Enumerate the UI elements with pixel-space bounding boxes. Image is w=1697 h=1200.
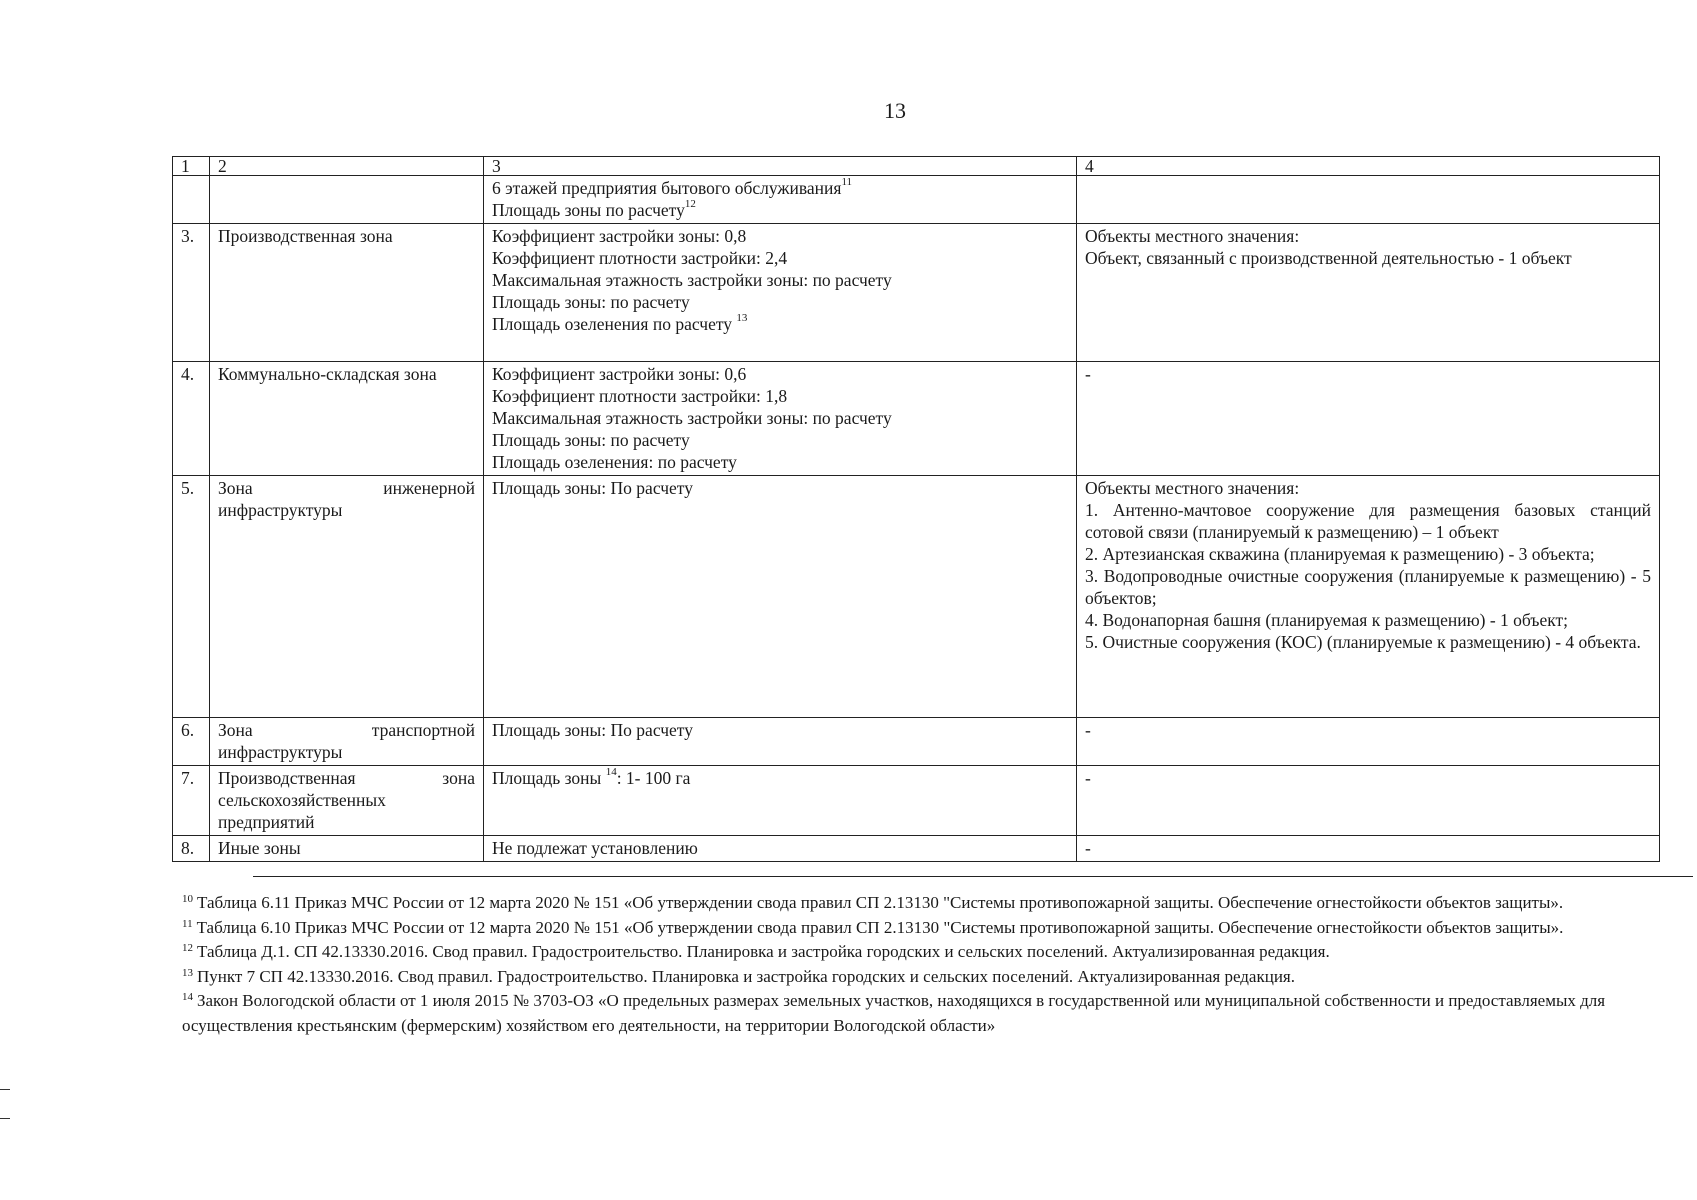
object-item: 3. Водопроводные очистные сооружения (планируемые к размещению) - 5 объектов; — [1085, 566, 1651, 608]
table-row — [173, 836, 1660, 862]
footnote — [182, 990, 1652, 1037]
param-line: Площадь зоны $^{14}$: 1- 100 га — [492, 766, 691, 788]
footnote-number: 12 — [182, 942, 193, 954]
row-number — [173, 176, 210, 224]
footnote-text: Закон Вологодской области от 1 июля 2015 № 3703-ОЗ «О предельных размерах земельных участков, находящихся в государственной или муниципальной собственности и предоставляемых для осуществления крестьянским (фермерским) хозяйством его деятельности, на территории Вологодской области» — [182, 991, 1606, 1035]
margin-mark — [0, 1118, 10, 1119]
param-line: Коэффициент застройки зоны: 0,6 — [492, 364, 747, 384]
header-cell-3: 3 — [484, 157, 1077, 176]
footnote-ref: 14 — [605, 766, 617, 779]
footnote-number: 13 — [182, 966, 193, 979]
object-item: - — [1085, 838, 1091, 858]
zone-objects — [1077, 176, 1660, 224]
zone-name: Иные зоны — [210, 836, 484, 862]
zone-params — [484, 176, 1077, 224]
param-line: Максимальная этажность застройки зоны: по расчету — [492, 270, 892, 290]
zone-name: Производственная зона сельскохозяйственных предприятий — [210, 766, 484, 836]
zone-name: Производственная зона — [210, 224, 484, 362]
zone-params — [484, 836, 1077, 862]
table-row — [173, 766, 1660, 836]
footnote-divider — [253, 876, 1693, 877]
object-item: 2. Артезианская скважина (планируемая к размещению) - 3 объекта; — [1085, 544, 1595, 564]
object-item: 5. Очистные сооружения (КОС) (планируемые к размещению) - 4 объекта. — [1085, 632, 1641, 652]
header-cell-2: 2 — [210, 157, 484, 176]
object-item: - — [1085, 768, 1091, 788]
param-line: Площадь зоны: по расчету — [492, 292, 690, 312]
margin-mark — [0, 1089, 10, 1090]
zone-objects — [1077, 836, 1660, 862]
footnote — [182, 966, 1652, 991]
zone-params — [484, 766, 1077, 836]
zones-table — [172, 156, 1660, 862]
param-line: Коэффициент застройки зоны: 0,8 — [492, 226, 747, 246]
header-cell-4: 4 — [1077, 157, 1660, 176]
row-number: 3. — [173, 224, 210, 362]
param-line: Площадь озеленения: по расчету — [492, 452, 737, 472]
param-line: Коэффициент плотности застройки: 2,4 — [492, 248, 788, 268]
object-item: Объект, связанный с производственной деятельностью - 1 объект — [1085, 248, 1572, 268]
table-row — [173, 176, 1660, 224]
footnote-text: Таблица Д.1. СП 42.13330.2016. Свод правил. Градостроительство. Планировка и застройка городских и сельских поселений. Актуализированная редакция. — [197, 942, 1330, 961]
footnote-ref: 12 — [684, 198, 696, 211]
row-number: 6. — [173, 718, 210, 766]
footnote — [182, 941, 1652, 966]
param-line: Максимальная этажность застройки зоны: по расчету — [492, 408, 892, 428]
zone-name — [210, 176, 484, 224]
row-number: 4. — [173, 362, 210, 476]
zones-table-grid — [172, 156, 1660, 862]
object-item: 1. Антенно-мачтовое сооружение для размещения базовых станций сотовой связи (планируемый к размещению) – 1 объект — [1085, 500, 1651, 542]
param-line: Коэффициент плотности застройки: 1,8 — [492, 386, 788, 406]
objects-heading: Объекты местного значения: — [1085, 226, 1300, 246]
footnote — [182, 892, 1652, 917]
objects-heading: Объекты местного значения: — [1085, 478, 1300, 498]
zone-params — [484, 718, 1077, 766]
footnote-ref: 11 — [841, 176, 853, 189]
footnote — [182, 917, 1652, 942]
row-number: 8. — [173, 836, 210, 862]
row-number: 7. — [173, 766, 210, 836]
object-item: 4. Водонапорная башня (планируемая к размещению) - 1 объект; — [1085, 610, 1569, 630]
zone-name: Зона инженерной инфраструктуры — [210, 476, 484, 718]
object-item: - — [1085, 364, 1091, 384]
zone-objects — [1077, 766, 1660, 836]
param-line: Площадь зоны: По расчету — [492, 720, 693, 740]
param-line: Площадь озеленения по расчету $^{13}$ — [492, 312, 748, 334]
table-row — [173, 224, 1660, 362]
footnote-text: Пункт 7 СП 42.13330.2016. Свод правил. Градостроительство. Планировка и застройка городских и сельских поселений. Актуализированная редакция. — [197, 966, 1295, 986]
param-line: 6 этажей предприятия бытового обслуживания$^{11}$ — [492, 176, 853, 198]
zone-objects — [1077, 718, 1660, 766]
footnote-text: Таблица 6.11 Приказ МЧС России от 12 марта 2020 № 151 «Об утверждении свода правил СП 2.13130 "Системы противопожарной защиты. Обеспечение огнестойкости объектов защиты». — [197, 893, 1564, 912]
table-row — [173, 476, 1660, 718]
zone-objects — [1077, 224, 1660, 362]
param-line: Не подлежат установлению — [492, 838, 698, 858]
footnote-number: 14 — [182, 991, 193, 1003]
object-item: - — [1085, 720, 1091, 740]
param-line: Площадь зоны: По расчету — [492, 478, 693, 498]
footnotes — [182, 892, 1652, 1037]
zone-name: Зона транспортной инфраструктуры — [210, 718, 484, 766]
zone-name: Коммунально-складская зона — [210, 362, 484, 476]
zone-params — [484, 224, 1077, 362]
zone-objects — [1077, 476, 1660, 718]
footnote-text: Таблица 6.10 Приказ МЧС России от 12 марта 2020 № 151 «Об утверждении свода правил СП 2.13130 "Системы противопожарной защиты. Обеспечение огнестойкости объектов защиты». — [196, 917, 1564, 937]
zone-params — [484, 476, 1077, 718]
zone-objects — [1077, 362, 1660, 476]
zone-params — [484, 362, 1077, 476]
footnote-number: 11 — [182, 917, 193, 930]
table-row — [173, 718, 1660, 766]
footnote-ref: 13 — [736, 312, 748, 325]
footnote-number: 10 — [182, 893, 193, 905]
table-header-row — [173, 157, 1660, 176]
row-number: 5. — [173, 476, 210, 718]
table-row — [173, 362, 1660, 476]
page-number: 13 — [884, 98, 906, 123]
param-line: Площадь зоны по расчету$^{12}$ — [492, 198, 696, 220]
param-line: Площадь зоны: по расчету — [492, 430, 690, 450]
header-cell-1: 1 — [173, 157, 210, 176]
